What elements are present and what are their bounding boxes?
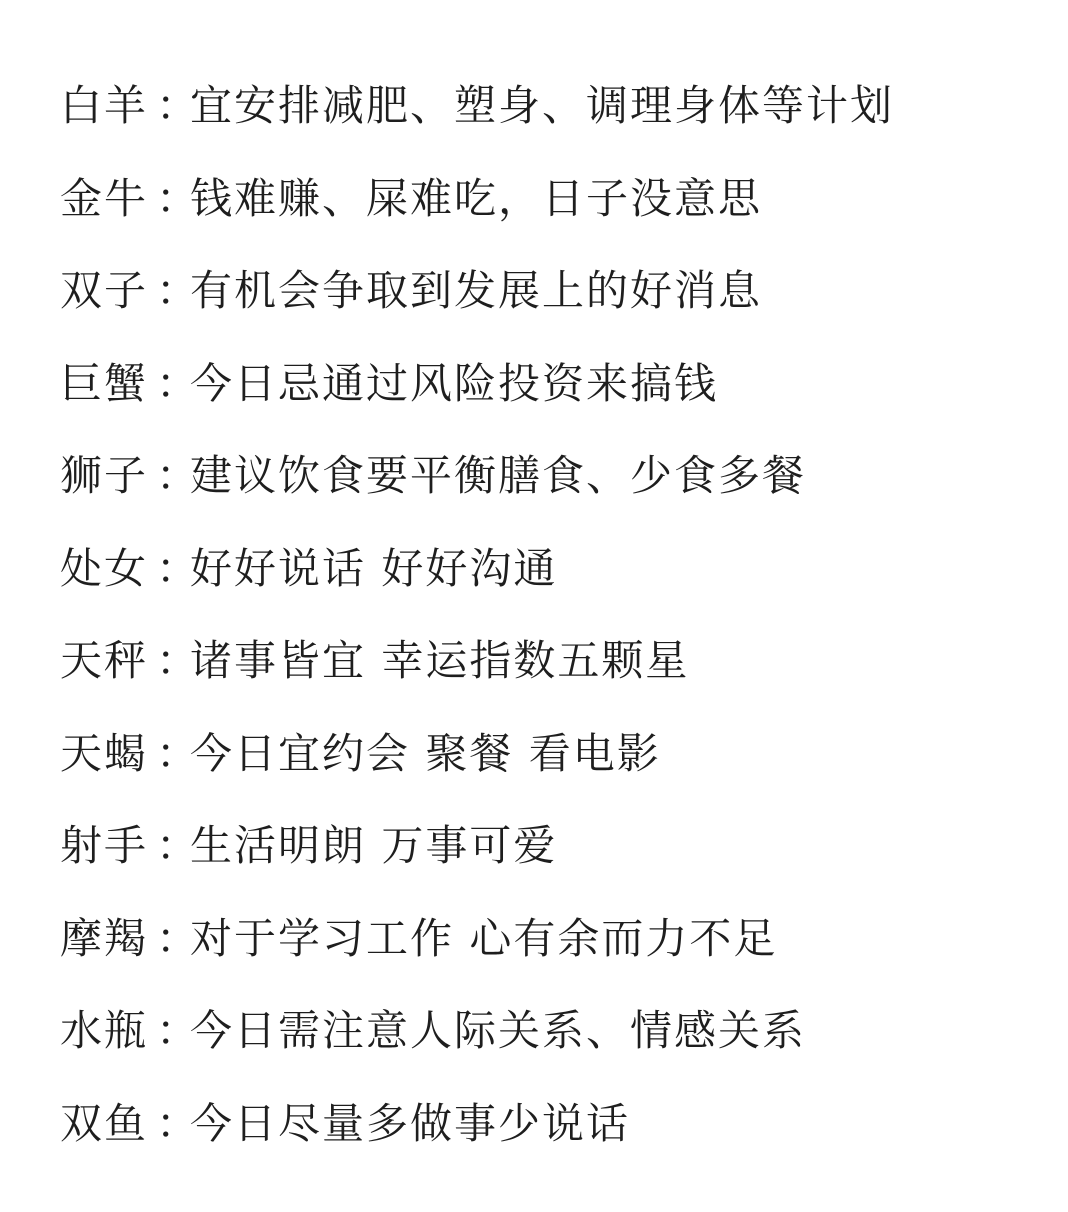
fortune-text: 有机会争取到发展上的好消息	[190, 266, 763, 315]
entry-leo	[60, 430, 1040, 523]
fortune-text: 今日尽量多做事少说话	[190, 1098, 631, 1148]
entry-scorpio	[60, 708, 1040, 801]
fortune-text: 对于学习工作 心有余而力不足	[190, 913, 778, 963]
sign-name: 处女	[60, 543, 149, 593]
colon: ：	[156, 636, 201, 685]
colon: ：	[156, 81, 201, 130]
fortune-text: 生活明朗 万事可爱	[190, 821, 558, 870]
colon: ：	[156, 451, 201, 500]
sign-name: 双子	[60, 266, 149, 315]
sign-name: 白羊	[60, 81, 149, 130]
entry-libra	[60, 615, 1040, 708]
entry-gemini	[60, 245, 1040, 338]
entry-capricorn	[60, 893, 1040, 986]
fortune-text: 建议饮食要平衡膳食、少食多餐	[190, 451, 807, 500]
sign-name: 双鱼	[60, 1098, 149, 1148]
sign-name: 射手	[60, 821, 149, 870]
entry-aquarius	[60, 985, 1040, 1078]
colon: ：	[156, 266, 201, 315]
colon: ：	[156, 1006, 201, 1055]
sign-name: 天秤	[60, 636, 149, 685]
colon: ：	[156, 913, 201, 963]
fortune-text: 诸事皆宜 幸运指数五颗星	[190, 636, 690, 685]
sign-name: 狮子	[60, 451, 149, 500]
colon: ：	[156, 543, 201, 593]
fortune-text: 今日需注意人际关系、情感关系	[190, 1006, 807, 1055]
entry-aries	[60, 60, 1040, 153]
entry-sagittarius	[60, 800, 1040, 893]
fortune-text: 宜安排减肥、塑身、调理身体等计划	[190, 81, 895, 130]
sign-name: 金牛	[60, 173, 149, 223]
fortune-text: 今日宜约会 聚餐 看电影	[190, 728, 661, 778]
colon: ：	[156, 821, 201, 870]
entry-virgo	[60, 523, 1040, 616]
entry-taurus	[60, 153, 1040, 246]
colon: ：	[156, 1098, 201, 1148]
entry-pisces	[60, 1078, 1040, 1171]
sign-name: 巨蟹	[60, 358, 149, 408]
sign-name: 水瓶	[60, 1006, 149, 1055]
sign-name: 摩羯	[60, 913, 149, 963]
colon: ：	[156, 173, 201, 223]
fortune-text: 今日忌通过风险投资来搞钱	[190, 358, 719, 408]
colon: ：	[156, 728, 201, 778]
sign-name: 天蝎	[60, 728, 149, 778]
horoscope-document	[60, 60, 1040, 1180]
colon: ：	[156, 358, 201, 408]
entry-cancer	[60, 338, 1040, 431]
fortune-text: 好好说话 好好沟通	[190, 543, 558, 593]
fortune-text: 钱难赚、屎难吃，日子没意思	[190, 173, 763, 223]
